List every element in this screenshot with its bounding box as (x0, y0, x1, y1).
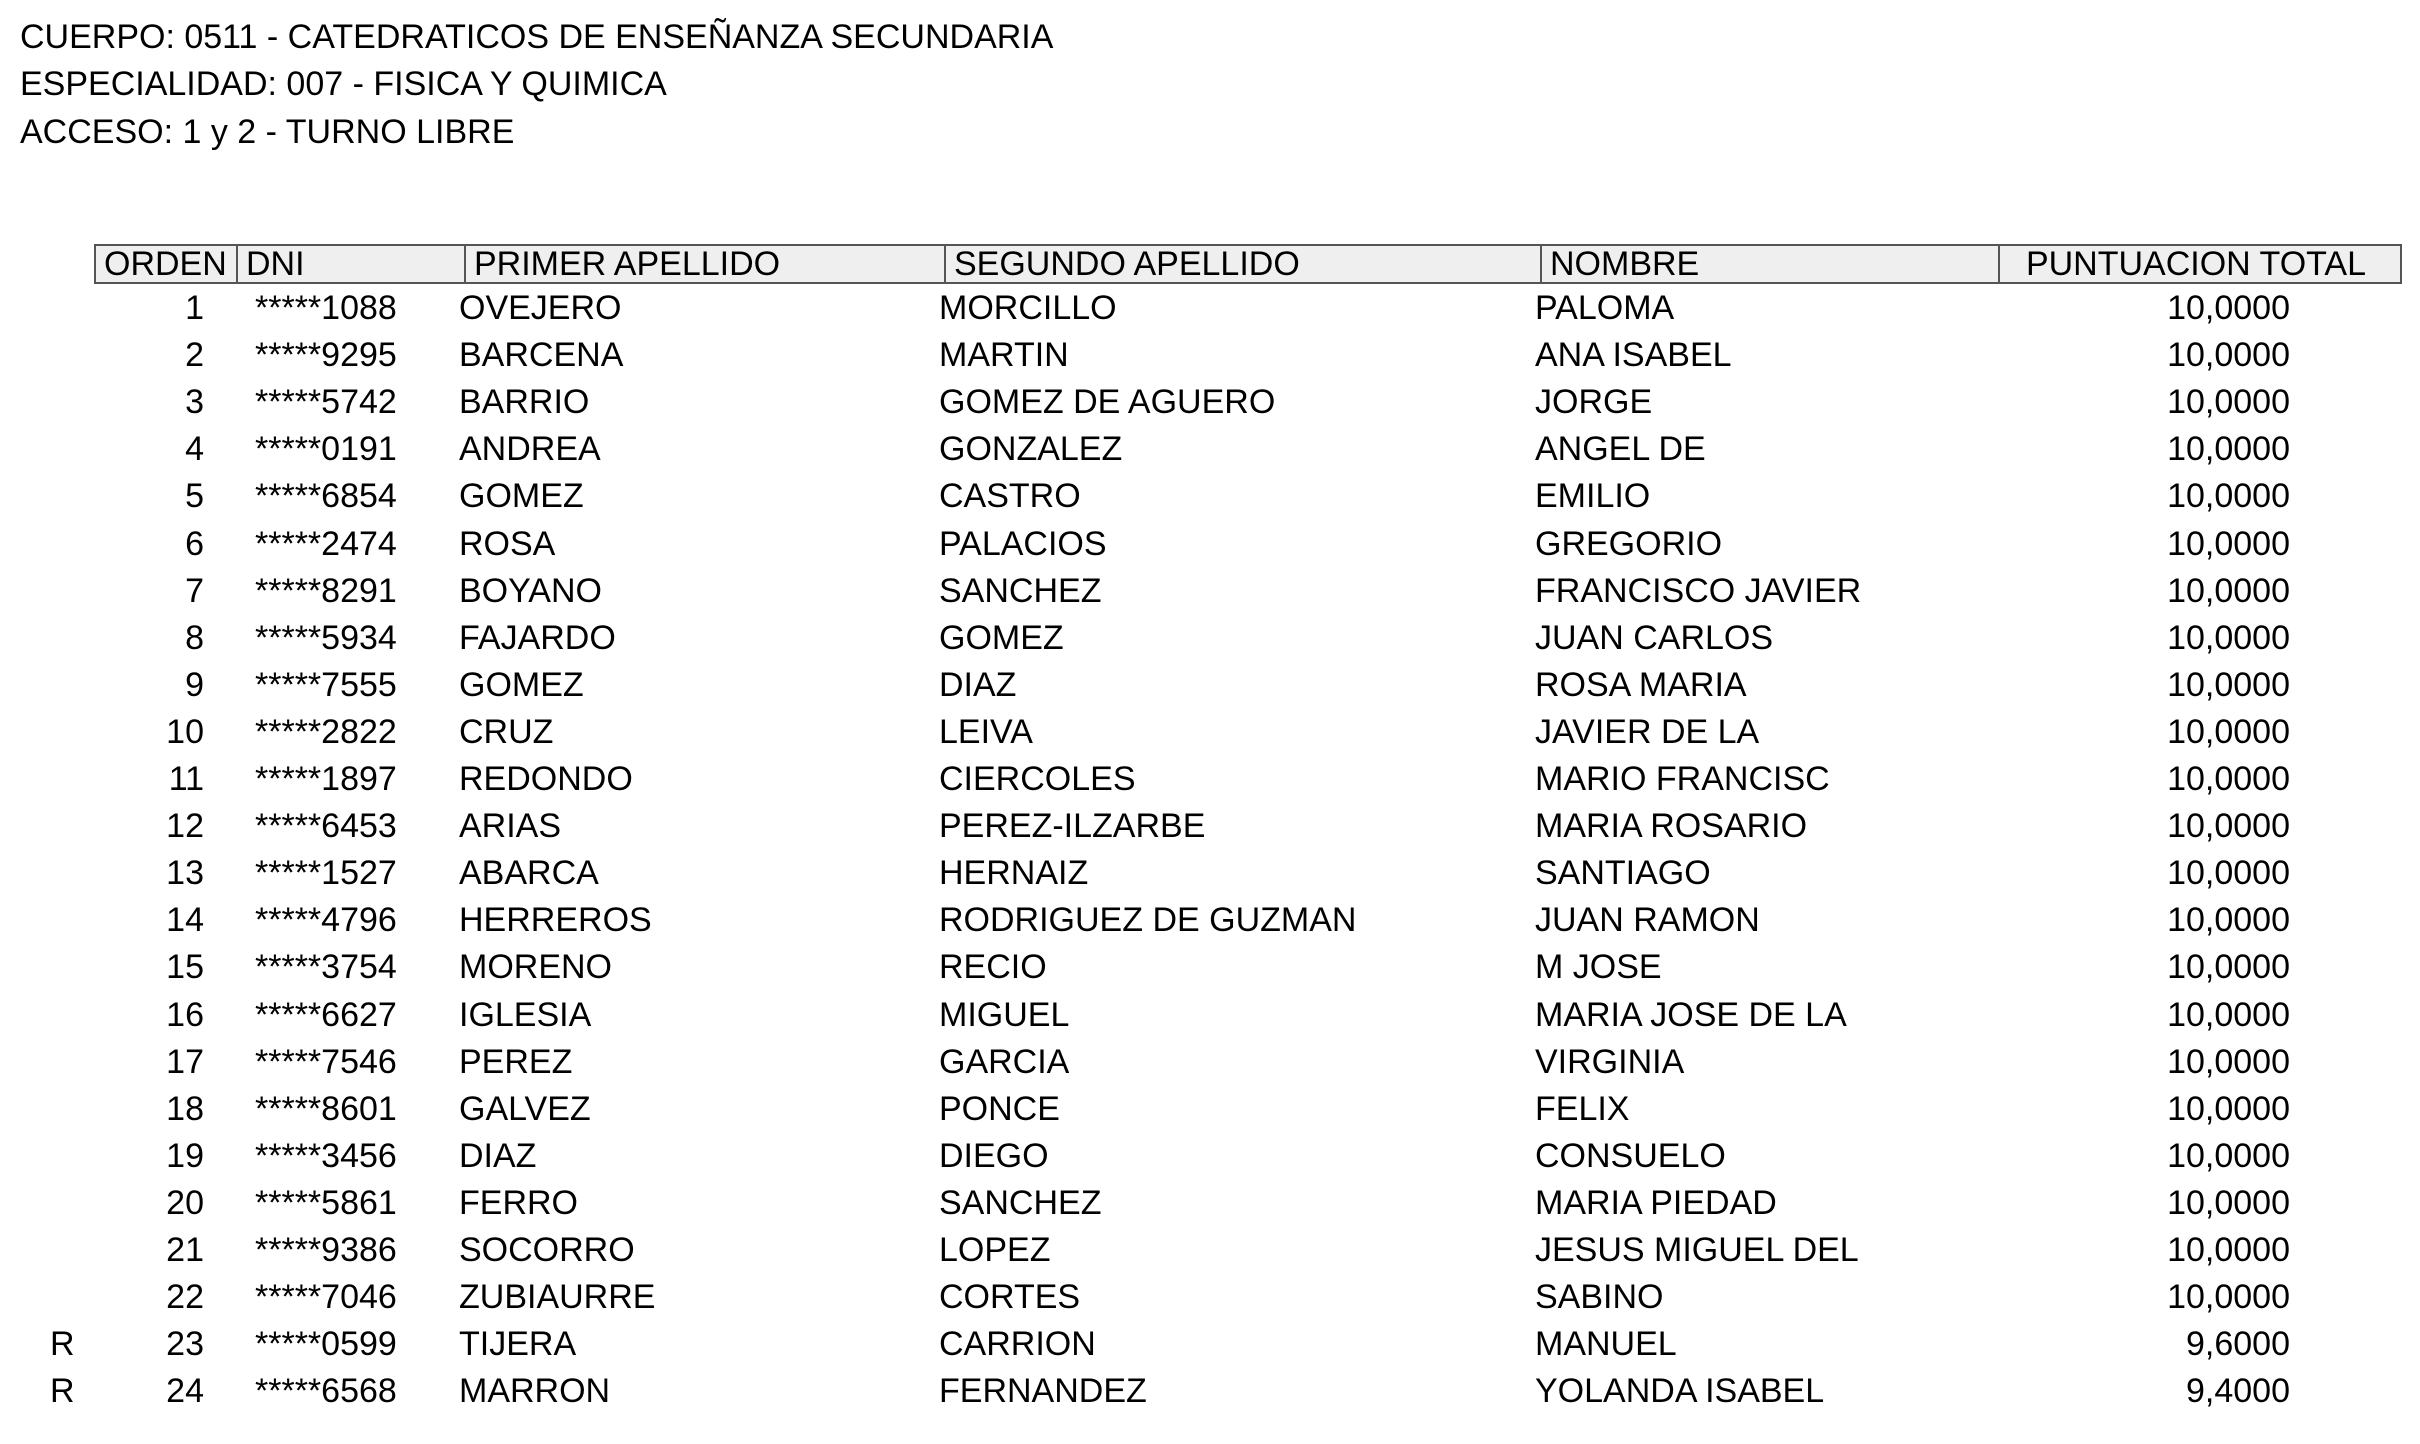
cell-puntuacion-total: 10,0000 (2167, 995, 2290, 1034)
table-row (0, 1086, 2420, 1133)
cell-primer-apellido: ANDREA (459, 430, 601, 469)
cell-puntuacion-total: 10,0000 (2167, 383, 2290, 422)
table-row (0, 850, 2420, 897)
cell-nombre: ROSA MARIA (1535, 665, 1747, 704)
table-row (0, 426, 2420, 473)
cell-nombre: JUAN RAMON (1535, 901, 1760, 940)
table-row (0, 379, 2420, 426)
table-row (0, 662, 2420, 709)
table-row (0, 332, 2420, 379)
table-row (0, 1227, 2420, 1274)
cell-orden: 18 (166, 1089, 204, 1128)
cell-segundo-apellido: MIGUEL (939, 995, 1070, 1034)
cell-puntuacion-total: 10,0000 (2167, 571, 2290, 610)
cell-orden: 21 (166, 1231, 204, 1269)
cell-primer-apellido: PEREZ (459, 1042, 573, 1081)
table-row (0, 615, 2420, 662)
cell-flag: R (50, 1372, 75, 1411)
cell-nombre: FELIX (1535, 1089, 1630, 1128)
cell-primer-apellido: IGLESIA (459, 995, 592, 1034)
cell-nombre: ANGEL DE (1535, 430, 1706, 469)
cell-nombre: CONSUELO (1535, 1136, 1726, 1175)
cell-dni: *****0191 (255, 430, 397, 469)
cell-segundo-apellido: RODRIGUEZ DE GUZMAN (939, 901, 1357, 940)
table-row (0, 568, 2420, 615)
cell-nombre: MARIA JOSE DE LA (1535, 995, 1847, 1034)
cell-dni: *****6568 (255, 1372, 397, 1411)
cell-orden: 1 (185, 289, 204, 327)
cell-puntuacion-total: 10,0000 (2167, 760, 2290, 798)
cell-segundo-apellido: DIEGO (939, 1136, 1049, 1175)
cell-nombre: GREGORIO (1535, 524, 1723, 563)
cell-primer-apellido: REDONDO (459, 760, 633, 798)
cell-puntuacion-total: 10,0000 (2167, 336, 2290, 375)
cell-nombre: YOLANDA ISABEL (1535, 1372, 1825, 1411)
cell-segundo-apellido: GONZALEZ (939, 430, 1123, 469)
cell-primer-apellido: MORENO (459, 948, 612, 987)
cell-segundo-apellido: GOMEZ DE AGUERO (939, 383, 1276, 422)
cell-segundo-apellido: PALACIOS (939, 524, 1107, 563)
table-row (0, 756, 2420, 803)
cell-nombre: ANA ISABEL (1535, 336, 1732, 375)
cell-orden: 8 (185, 618, 204, 657)
cell-dni: *****3754 (255, 948, 397, 987)
cell-nombre: EMILIO (1535, 477, 1651, 516)
cell-segundo-apellido: GOMEZ (939, 618, 1064, 657)
cell-orden: 20 (166, 1183, 204, 1222)
cell-nombre: JESUS MIGUEL DEL (1535, 1231, 1859, 1269)
cell-orden: 3 (185, 383, 204, 422)
cell-segundo-apellido: CARRION (939, 1325, 1096, 1364)
cell-primer-apellido: FERRO (459, 1183, 578, 1222)
cell-dni: *****2474 (255, 524, 397, 563)
column-header-dni: DNI (236, 246, 464, 282)
cell-orden: 9 (185, 665, 204, 704)
cell-dni: *****7046 (255, 1278, 397, 1317)
cell-dni: *****7546 (255, 1042, 397, 1081)
cell-orden: 15 (166, 948, 204, 987)
cell-orden: 19 (166, 1136, 204, 1175)
cell-primer-apellido: BARRIO (459, 383, 590, 422)
table-row (0, 521, 2420, 568)
cell-primer-apellido: MARRON (459, 1372, 611, 1411)
column-header-segundo-apellido: SEGUNDO APELLIDO (944, 246, 1540, 282)
cell-segundo-apellido: FERNANDEZ (939, 1372, 1147, 1411)
cell-puntuacion-total: 10,0000 (2167, 430, 2290, 469)
column-header-primer-apellido: PRIMER APELLIDO (464, 246, 944, 282)
cell-puntuacion-total: 9,4000 (2186, 1372, 2290, 1411)
cell-segundo-apellido: GARCIA (939, 1042, 1070, 1081)
cell-nombre: M JOSE (1535, 948, 1662, 987)
table-row (0, 897, 2420, 944)
cell-nombre: JUAN CARLOS (1535, 618, 1774, 657)
cell-dni: *****6453 (255, 807, 397, 846)
cell-puntuacion-total: 10,0000 (2167, 948, 2290, 987)
cell-orden: 14 (166, 901, 204, 940)
column-header-puntuacion-total: PUNTUACION TOTAL (1998, 246, 2402, 282)
cell-nombre: VIRGINIA (1535, 1042, 1685, 1081)
table-row (0, 992, 2420, 1039)
cell-segundo-apellido: PONCE (939, 1089, 1060, 1128)
cell-nombre: MARIO FRANCISC (1535, 760, 1830, 798)
table-row (0, 1180, 2420, 1227)
header-cuerpo: CUERPO: 0511 - CATEDRATICOS DE ENSEÑANZA SECUNDARIA (20, 18, 1054, 56)
cell-segundo-apellido: SANCHEZ (939, 571, 1102, 610)
cell-nombre: FRANCISCO JAVIER (1535, 571, 1862, 610)
cell-puntuacion-total: 10,0000 (2167, 1231, 2290, 1269)
table-row (0, 1368, 2420, 1415)
cell-segundo-apellido: PEREZ-ILZARBE (939, 807, 1206, 846)
cell-dni: *****5861 (255, 1183, 397, 1222)
cell-primer-apellido: OVEJERO (459, 289, 622, 327)
cell-orden: 2 (185, 336, 204, 375)
cell-dni: *****0599 (255, 1325, 397, 1364)
cell-segundo-apellido: LOPEZ (939, 1231, 1051, 1269)
cell-orden: 22 (166, 1278, 204, 1317)
cell-dni: *****4796 (255, 901, 397, 940)
cell-primer-apellido: CRUZ (459, 712, 554, 751)
cell-orden: 13 (166, 854, 204, 893)
cell-primer-apellido: ZUBIAURRE (459, 1278, 656, 1317)
cell-dni: *****6854 (255, 477, 397, 516)
cell-dni: *****8291 (255, 571, 397, 610)
cell-nombre: PALOMA (1535, 289, 1675, 327)
cell-dni: *****3456 (255, 1136, 397, 1175)
cell-puntuacion-total: 10,0000 (2167, 665, 2290, 704)
cell-nombre: JAVIER DE LA (1535, 712, 1760, 751)
table-row (0, 473, 2420, 520)
cell-primer-apellido: DIAZ (459, 1136, 537, 1175)
cell-primer-apellido: GOMEZ (459, 477, 584, 516)
cell-segundo-apellido: HERNAIZ (939, 854, 1089, 893)
cell-nombre: MARIA ROSARIO (1535, 807, 1808, 846)
cell-nombre: JORGE (1535, 383, 1653, 422)
cell-segundo-apellido: MORCILLO (939, 289, 1117, 327)
cell-puntuacion-total: 10,0000 (2167, 1089, 2290, 1128)
cell-nombre: SABINO (1535, 1278, 1664, 1317)
cell-dni: *****9386 (255, 1231, 397, 1269)
column-header-orden: ORDEN (104, 245, 227, 283)
cell-puntuacion-total: 10,0000 (2167, 712, 2290, 751)
cell-puntuacion-total: 10,0000 (2167, 289, 2290, 327)
table-row (0, 1274, 2420, 1321)
cell-segundo-apellido: SANCHEZ (939, 1183, 1102, 1222)
cell-segundo-apellido: CORTES (939, 1278, 1081, 1317)
cell-primer-apellido: HERREROS (459, 901, 652, 940)
cell-orden: 6 (185, 524, 204, 563)
table-row (0, 944, 2420, 991)
cell-puntuacion-total: 10,0000 (2167, 854, 2290, 893)
cell-orden: 4 (185, 430, 204, 469)
table-row (0, 1039, 2420, 1086)
cell-dni: *****1088 (255, 289, 397, 327)
cell-orden: 12 (166, 807, 204, 846)
cell-puntuacion-total: 10,0000 (2167, 1042, 2290, 1081)
cell-dni: *****5742 (255, 383, 397, 422)
cell-orden: 10 (166, 712, 204, 751)
table-row (0, 709, 2420, 756)
cell-primer-apellido: GALVEZ (459, 1089, 591, 1128)
cell-dni: *****6627 (255, 995, 397, 1034)
cell-orden: 11 (168, 760, 204, 798)
cell-puntuacion-total: 10,0000 (2167, 618, 2290, 657)
cell-segundo-apellido: DIAZ (939, 665, 1017, 704)
cell-puntuacion-total: 10,0000 (2167, 1183, 2290, 1222)
cell-puntuacion-total: 10,0000 (2167, 807, 2290, 846)
column-header-nombre: NOMBRE (1540, 246, 1998, 282)
cell-dni: *****9295 (255, 336, 397, 375)
cell-orden: 7 (185, 571, 204, 610)
header-acceso: ACCESO: 1 y 2 - TURNO LIBRE (20, 113, 515, 151)
table-row (0, 285, 2420, 332)
cell-puntuacion-total: 9,6000 (2186, 1325, 2290, 1364)
cell-primer-apellido: BARCENA (459, 336, 624, 375)
cell-segundo-apellido: CASTRO (939, 477, 1081, 516)
cell-nombre: MARIA PIEDAD (1535, 1183, 1777, 1222)
table-row (0, 803, 2420, 850)
cell-nombre: SANTIAGO (1535, 854, 1711, 893)
table-row (0, 1133, 2420, 1180)
cell-primer-apellido: ARIAS (459, 807, 562, 846)
cell-orden: 23 (166, 1325, 204, 1364)
cell-orden: 24 (166, 1372, 204, 1411)
cell-primer-apellido: TIJERA (459, 1325, 577, 1364)
cell-dni: *****1897 (255, 760, 397, 798)
cell-orden: 5 (185, 477, 204, 516)
cell-puntuacion-total: 10,0000 (2167, 477, 2290, 516)
cell-dni: *****5934 (255, 618, 397, 657)
cell-puntuacion-total: 10,0000 (2167, 1278, 2290, 1317)
cell-orden: 16 (166, 995, 204, 1034)
cell-segundo-apellido: MARTIN (939, 336, 1069, 375)
cell-primer-apellido: ABARCA (459, 854, 599, 893)
cell-segundo-apellido: RECIO (939, 948, 1047, 987)
cell-puntuacion-total: 10,0000 (2167, 1136, 2290, 1175)
cell-segundo-apellido: CIERCOLES (939, 760, 1136, 798)
cell-puntuacion-total: 10,0000 (2167, 524, 2290, 563)
cell-orden: 17 (166, 1042, 204, 1081)
table-row (0, 1321, 2420, 1368)
cell-segundo-apellido: LEIVA (939, 712, 1033, 751)
cell-primer-apellido: SOCORRO (459, 1231, 635, 1269)
cell-puntuacion-total: 10,0000 (2167, 901, 2290, 940)
cell-dni: *****8601 (255, 1089, 397, 1128)
cell-primer-apellido: FAJARDO (459, 618, 616, 657)
cell-nombre: MANUEL (1535, 1325, 1677, 1364)
cell-dni: *****1527 (255, 854, 397, 893)
cell-dni: *****7555 (255, 665, 397, 704)
header-especialidad: ESPECIALIDAD: 007 - FISICA Y QUIMICA (20, 65, 667, 103)
cell-primer-apellido: ROSA (459, 524, 556, 563)
table-header (94, 244, 2402, 284)
cell-primer-apellido: GOMEZ (459, 665, 584, 704)
cell-primer-apellido: BOYANO (459, 571, 602, 610)
cell-dni: *****2822 (255, 712, 397, 751)
cell-flag: R (50, 1325, 75, 1364)
